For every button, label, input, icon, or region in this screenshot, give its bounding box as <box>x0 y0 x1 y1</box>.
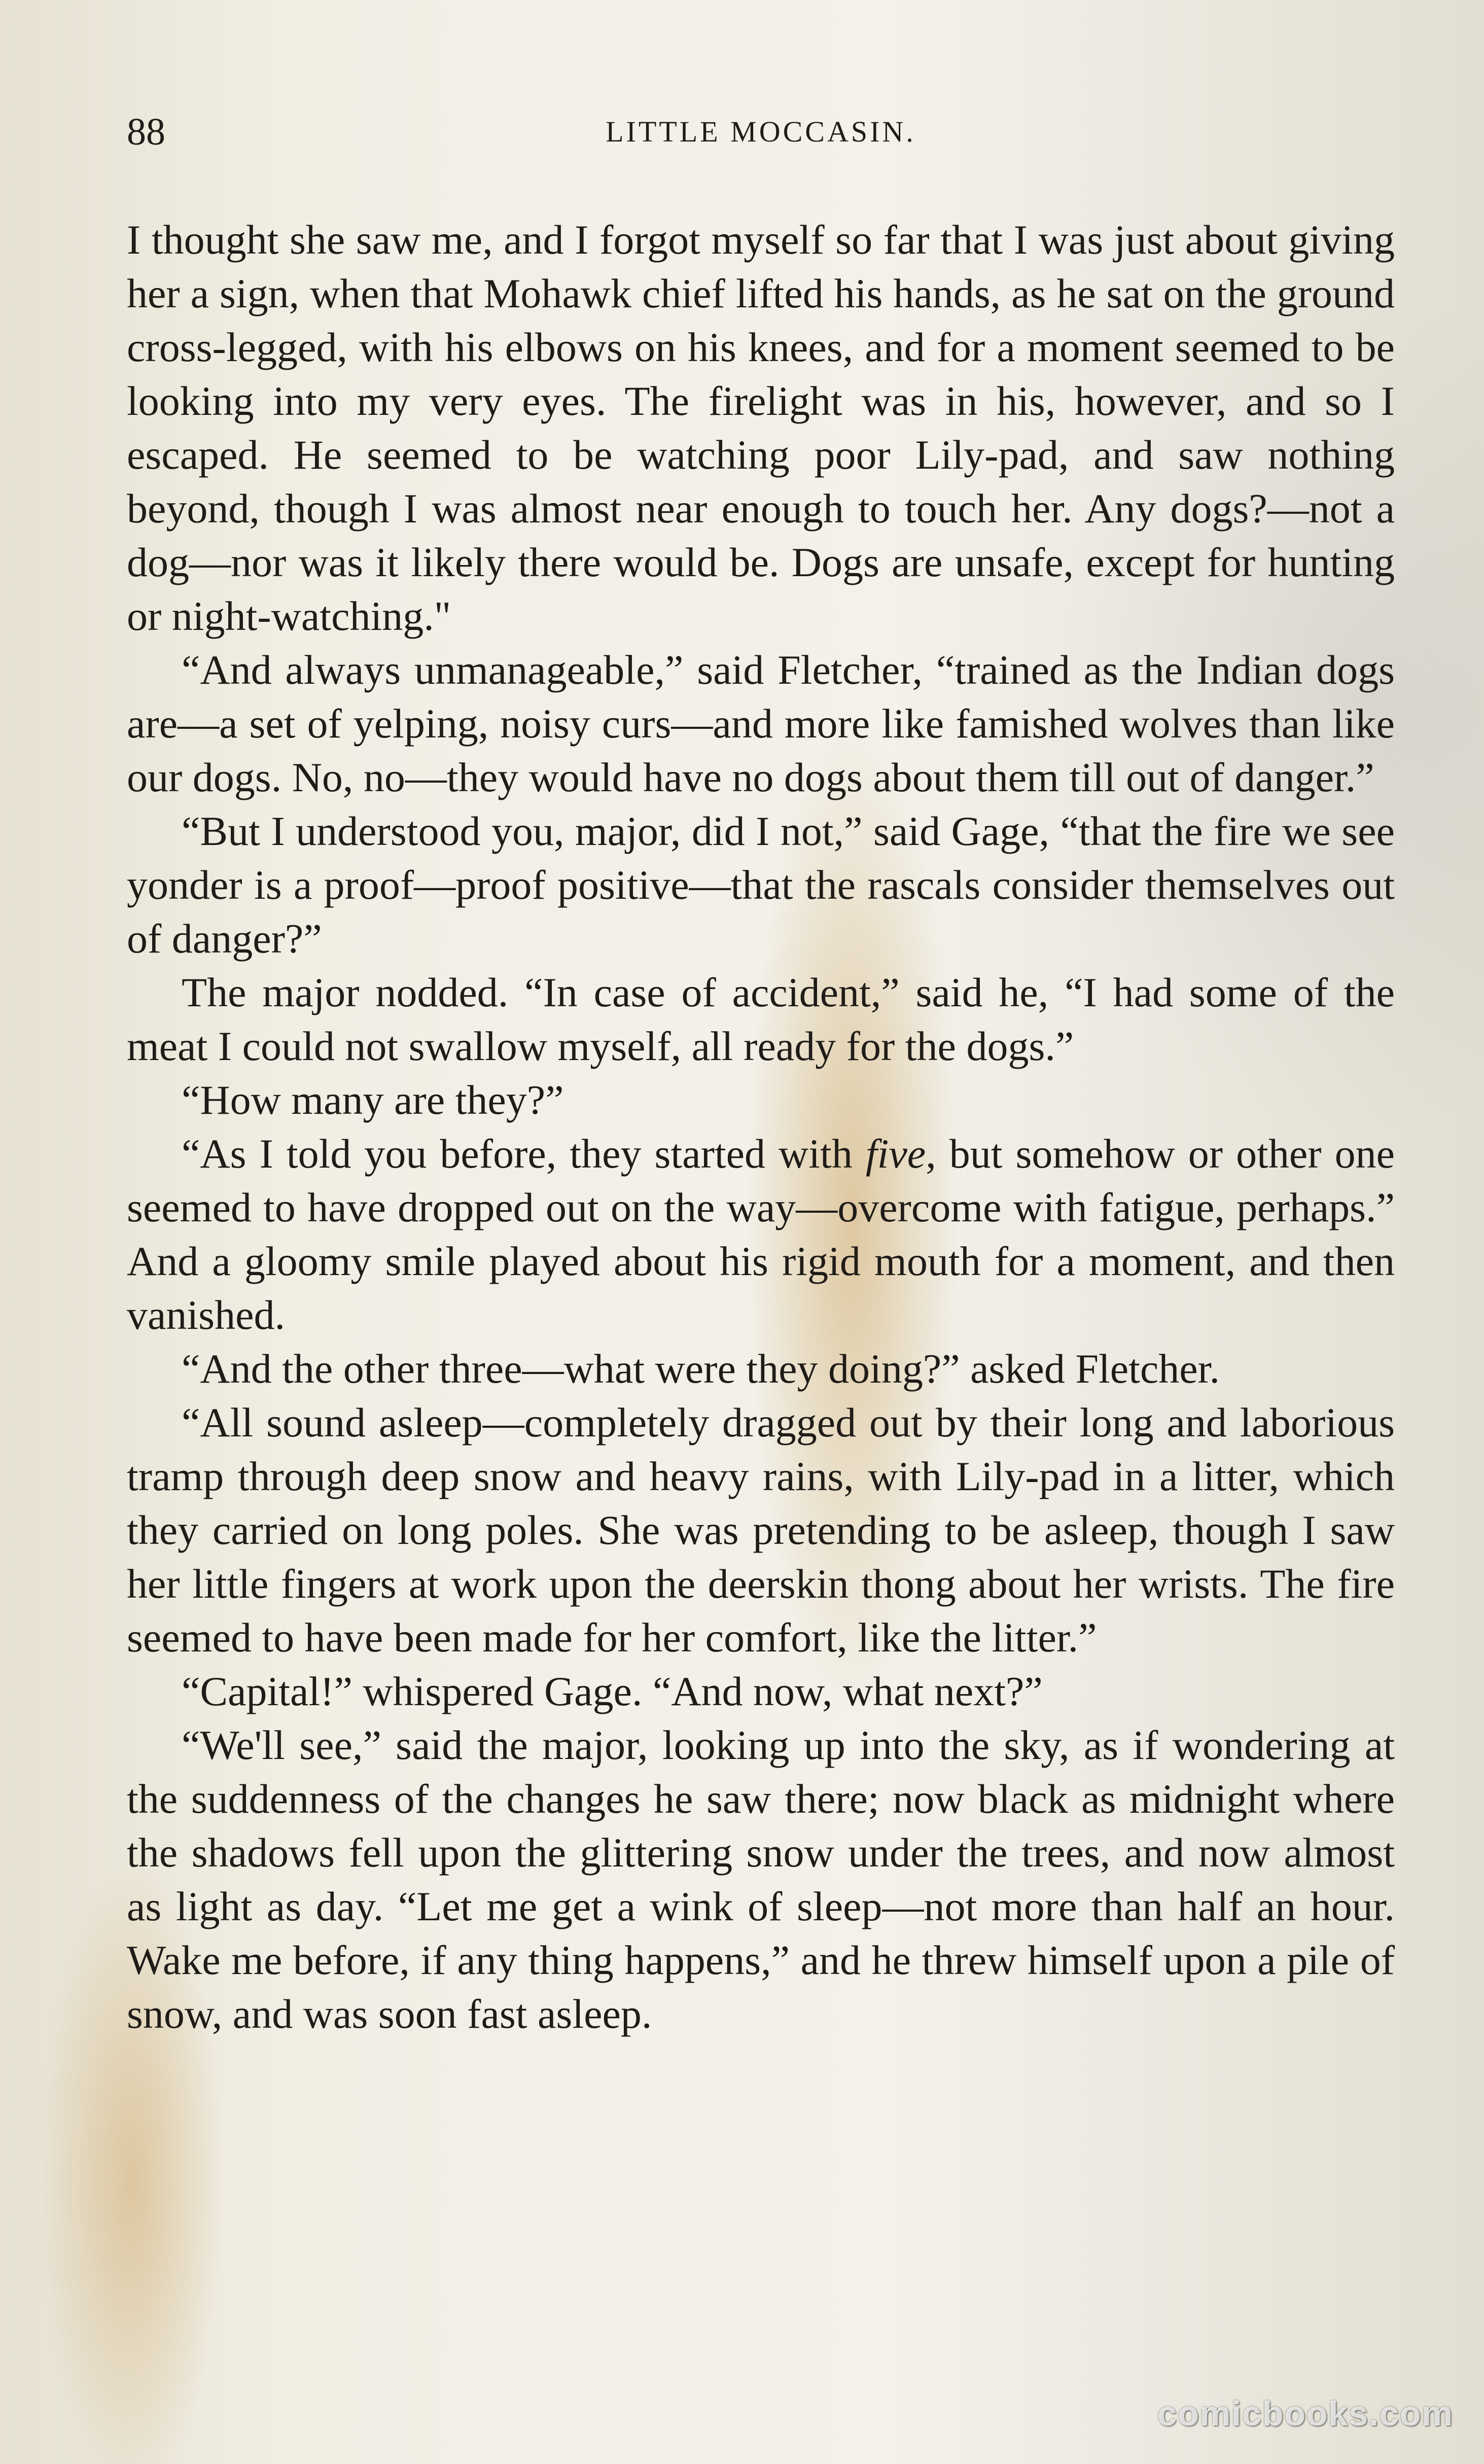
paragraph-text: , but somehow or other one seemed to have dropped out on the way—overcome with fatigue, perhaps.” And a gloomy smile played about his rigid mouth for a moment, and then vanished. <box>127 1131 1395 1338</box>
italic-word: five <box>865 1131 926 1177</box>
watermark: comicbooks.com <box>1157 2395 1454 2433</box>
paragraph: “We'll see,” said the major, looking up into the sky, as if wondering at the suddenness of the changes he saw there; now black as midnight where the shadows fell upon the glittering snow under the trees, and now almost as light as day. “Let me get a wink of sleep—not more than half an hour. Wake me before, if any thing happens,” and he threw himself upon a pile of snow, and was soon fast asleep. <box>127 1722 1395 2037</box>
paragraph: “And always unmanageable,” said Fletcher, “trained as the Indian dogs are—a set of yelping, noisy curs—and more like famished wolves than like our dogs. No, no—they would have no dogs about them till out of danger.” <box>127 647 1395 800</box>
paragraph: “All sound asleep—completely dragged out by their long and laborious tramp through deep snow and heavy rains, with Lily-pad in a litter, which they carried on long poles. She was pretending to be asleep, though I saw her little fingers at work upon the deerskin thong about her wrists. The fire seemed to have been made for her comfort, like the litter.” <box>127 1399 1395 1661</box>
paragraph <box>127 1127 1395 1342</box>
page-number: 88 <box>127 111 165 153</box>
page-header <box>127 104 1395 160</box>
paragraph: “Capital!” whispered Gage. “And now, what next?” <box>182 1668 1043 1714</box>
paragraph-text: “As I told you before, they started with <box>182 1131 866 1177</box>
paragraph: “How many are they?” <box>182 1077 564 1123</box>
paragraph: “But I understood you, major, did I not,” said Gage, “that the fire we see yonder is a proof—proof positive—that the rascals consider themselves out of danger?” <box>127 808 1395 962</box>
body-text <box>127 213 1395 2041</box>
running-title: LITTLE MOCCASIN. <box>606 115 916 148</box>
paragraph: “And the other three—what were they doing?” asked Fletcher. <box>182 1346 1220 1392</box>
paragraph: I thought she saw me, and I forgot myself so far that I was just about giving her a sign, when that Mohawk chief lifted his hands, as he sat on the ground cross-legged, with his elbows on his knees, and for a moment seemed to be looking into my very eyes. The firelight was in his, however, and so I escaped. He seemed to be watching poor Lily-pad, and saw nothing beyond, though I was almost near enough to touch her. Any dogs?—not a dog—nor was it likely there would be. Dogs are unsafe, except for hunting or night-watching." <box>127 217 1395 639</box>
paragraph: The major nodded. “In case of accident,” said he, “I had some of the meat I could not swallow myself, all ready for the dogs.” <box>127 969 1395 1069</box>
